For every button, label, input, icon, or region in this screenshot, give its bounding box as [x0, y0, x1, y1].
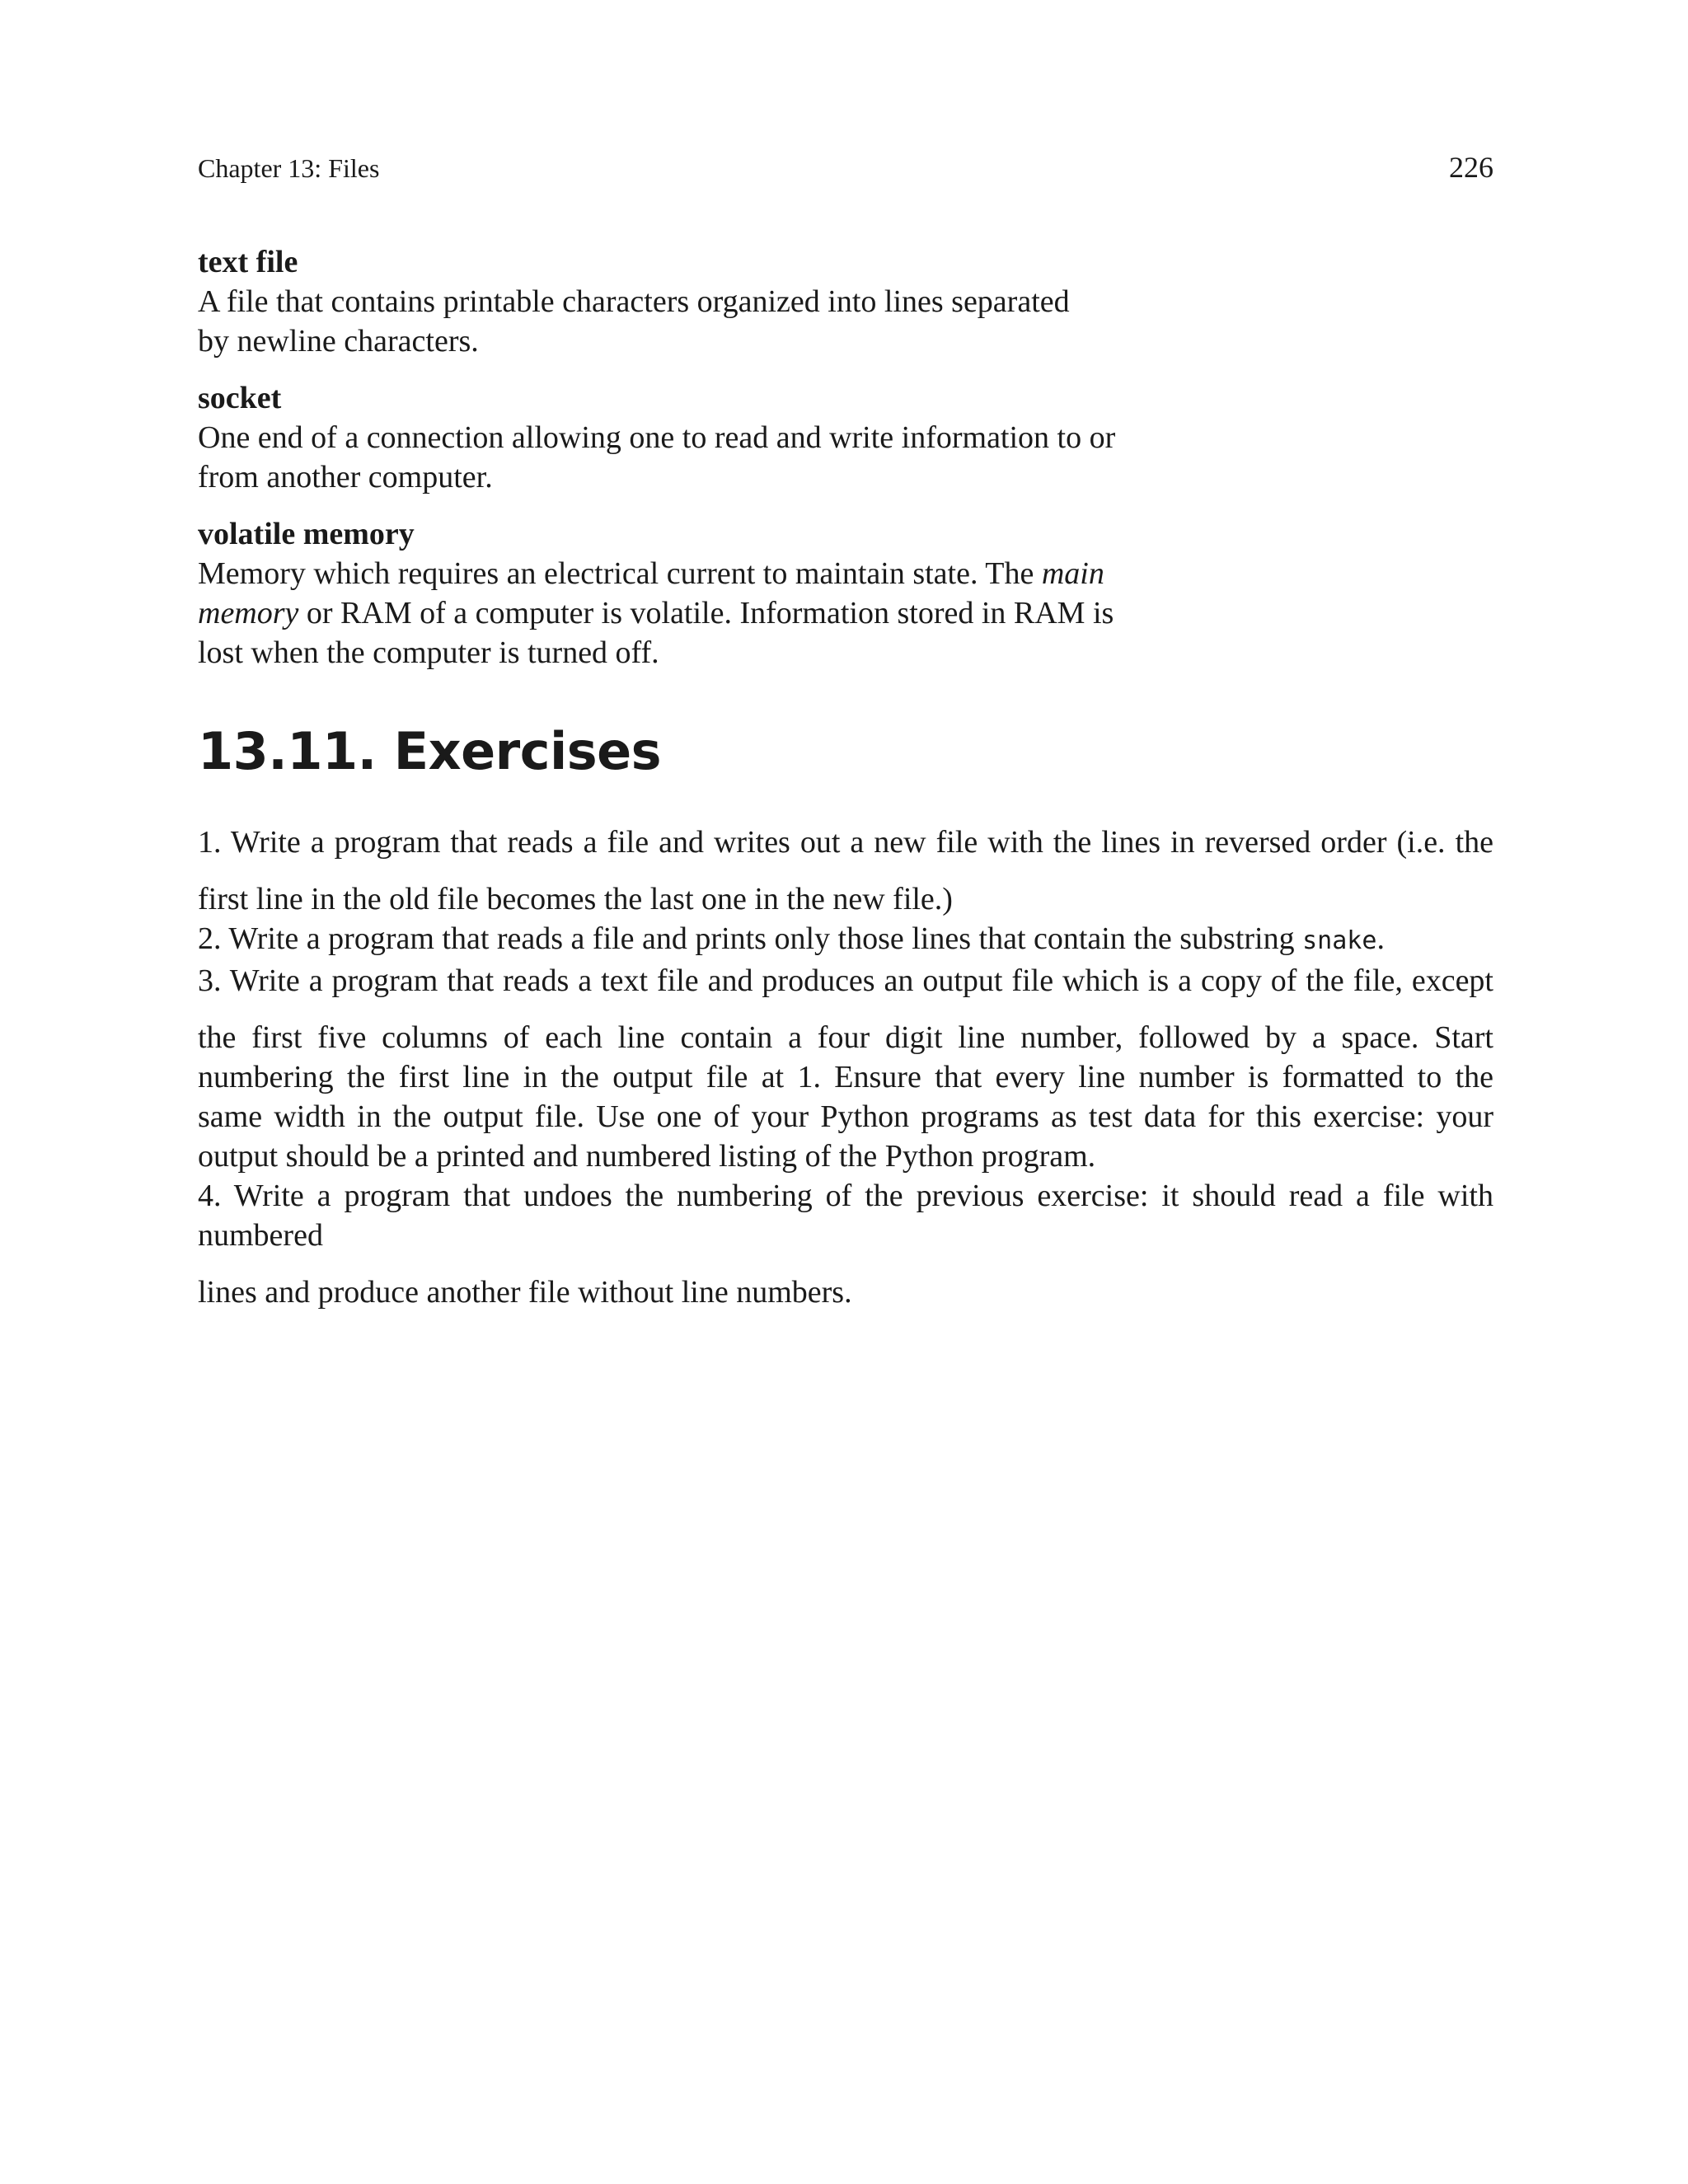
definition-line: by newline characters.: [198, 324, 479, 359]
inline-code: snake: [1302, 926, 1377, 955]
chapter-title: Chapter 13: Files: [198, 153, 380, 183]
glossary-term: volatile memory: [198, 517, 415, 551]
exercise-3-line: numbering the first line in the output file at 1. Ensure that every line number is formatted to the: [198, 1060, 1493, 1094]
glossary-definition: [198, 282, 1187, 361]
exercise-4-line: numbered: [198, 1218, 323, 1253]
page-number: 226: [1449, 151, 1493, 184]
glossary: [198, 242, 1187, 673]
definition-text: Memory which requires an electrical current to maintain state. The: [198, 556, 1042, 591]
exercise-text: .: [1376, 921, 1385, 956]
exercise-3-line: same width in the output file. Use one of your Python programs as test data for this exercise: your: [198, 1099, 1493, 1134]
emphasis-text: main: [1041, 556, 1104, 591]
exercise-2: [198, 919, 1493, 961]
definition-line: A file that contains printable characters organized into lines separated: [198, 284, 1070, 319]
section-heading: 13.11. Exercises: [198, 721, 662, 781]
exercise-3-line: the first five columns of each line contain a four digit line number, followed by a space. Start: [198, 1020, 1493, 1055]
exercise-3-line: output should be a printed and numbered listing of the Python program.: [198, 1139, 1096, 1174]
glossary-term: socket: [198, 381, 282, 415]
emphasis-text: memory: [198, 596, 299, 630]
definition-line: from another computer.: [198, 460, 493, 494]
glossary-entry-volatile-memory: [198, 514, 1187, 673]
exercise-1-line: first line in the old file becomes the last one in the new file.): [198, 882, 953, 916]
exercise-list: [198, 823, 1493, 1312]
definition-line: [198, 593, 1187, 633]
glossary-definition: [198, 554, 1187, 673]
glossary-entry-text-file: [198, 242, 1187, 361]
exercise-4-line: 4. Write a program that undoes the numbering of the previous exercise: it should read a file with: [198, 1179, 1493, 1213]
definition-line: One end of a connection allowing one to read and write information to or: [198, 420, 1116, 455]
exercise-3-line: 3. Write a program that reads a text file and produces an output file which is a copy of the file, except: [198, 963, 1493, 998]
exercise-1-line: 1. Write a program that reads a file and writes out a new file with the lines in reversed order (i.e. the: [198, 825, 1493, 860]
running-header: [198, 153, 1493, 190]
glossary-term: text file: [198, 245, 298, 279]
glossary-definition: [198, 418, 1187, 497]
exercise-text: 2. Write a program that reads a file and prints only those lines that contain the substring: [198, 921, 1303, 956]
definition-line: lost when the computer is turned off.: [198, 635, 659, 670]
document-page: [198, 153, 1493, 1312]
definition-text: or RAM of a computer is volatile. Information stored in RAM is: [298, 596, 1114, 630]
exercise-4-line: lines and produce another file without line numbers.: [198, 1275, 852, 1310]
glossary-entry-socket: [198, 378, 1187, 497]
definition-line: [198, 554, 1187, 593]
